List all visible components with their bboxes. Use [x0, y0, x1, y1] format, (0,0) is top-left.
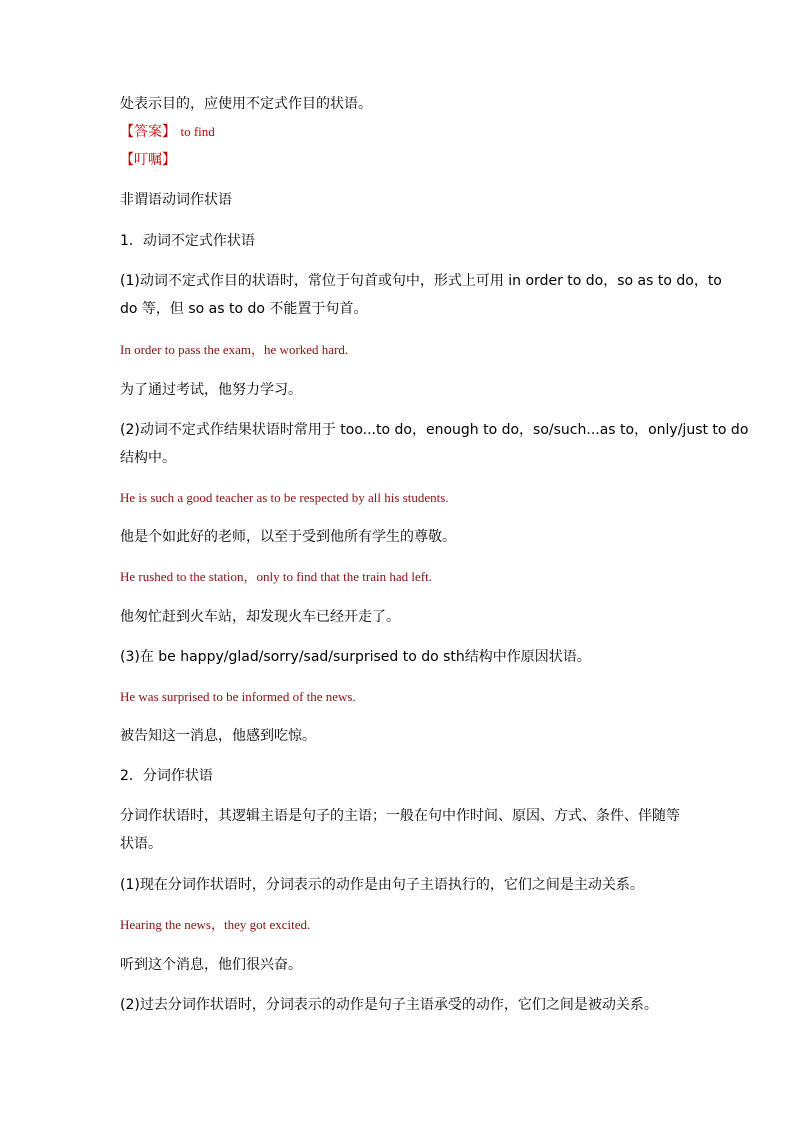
rule-present-participle: (1)现在分词作状语时，分词表示的动作是由句子主语执行的，它们之间是主动关系。	[120, 877, 644, 893]
participle-rule-line1: 分词作状语时，其逻辑主语是句子的主语；一般在句中作时间、原因、方式、条件、伴随等	[120, 808, 680, 824]
tip-label: 【叮嘱】	[120, 152, 176, 168]
example-en-2: He is such a good teacher as to be respected by all his students.	[120, 490, 449, 505]
rule-reason: (3)在 be happy/glad/sorry/sad/surprised to do sth结构中作原因状语。	[120, 649, 591, 665]
rule-result-line2: 结构中。	[120, 450, 176, 466]
subheading-infinitive: 1．动词不定式作状语	[120, 233, 255, 249]
example-cn-3: 他匆忙赶到火车站，却发现火车已经开走了。	[120, 609, 400, 625]
answer-label: 【答案】	[120, 124, 176, 140]
answer-line	[120, 123, 680, 141]
example-cn-1: 为了通过考试，他努力学习。	[120, 382, 302, 398]
rule-purpose-line2: do 等，但 so as to do 不能置于句首。	[120, 301, 368, 317]
answer-value: to find	[180, 124, 215, 139]
example-en-5: Hearing the news，they got excited.	[120, 917, 311, 932]
example-en-4: He was surprised to be informed of the news.	[120, 689, 356, 704]
rule-past-participle: (2)过去分词作状语时，分词表示的动作是句子主语承受的动作，它们之间是被动关系。	[120, 997, 658, 1013]
rule-result-line1: (2)动词不定式作结果状语时常用于 too...to do，enough to do，so/such...as to，only/just to do	[120, 422, 749, 438]
example-en-1: In order to pass the exam，he worked hard.	[120, 342, 349, 357]
intro-line: 处表示目的，应使用不定式作目的状语。	[120, 96, 372, 112]
example-en-3: He rushed to the station，only to find that the train had left.	[120, 569, 432, 584]
subheading-participle: 2．分词作状语	[120, 768, 213, 784]
example-cn-5: 听到这个消息，他们很兴奋。	[120, 957, 302, 973]
section-heading: 非谓语动词作状语	[120, 192, 232, 208]
participle-rule-line2: 状语。	[120, 836, 162, 852]
example-cn-2: 他是个如此好的老师，以至于受到他所有学生的尊敬。	[120, 529, 456, 545]
example-cn-4: 被告知这一消息，他感到吃惊。	[120, 728, 316, 744]
rule-purpose-line1: (1)动词不定式作目的状语时，常位于句首或句中，形式上可用 in order to do，so as to do，to	[120, 273, 722, 289]
